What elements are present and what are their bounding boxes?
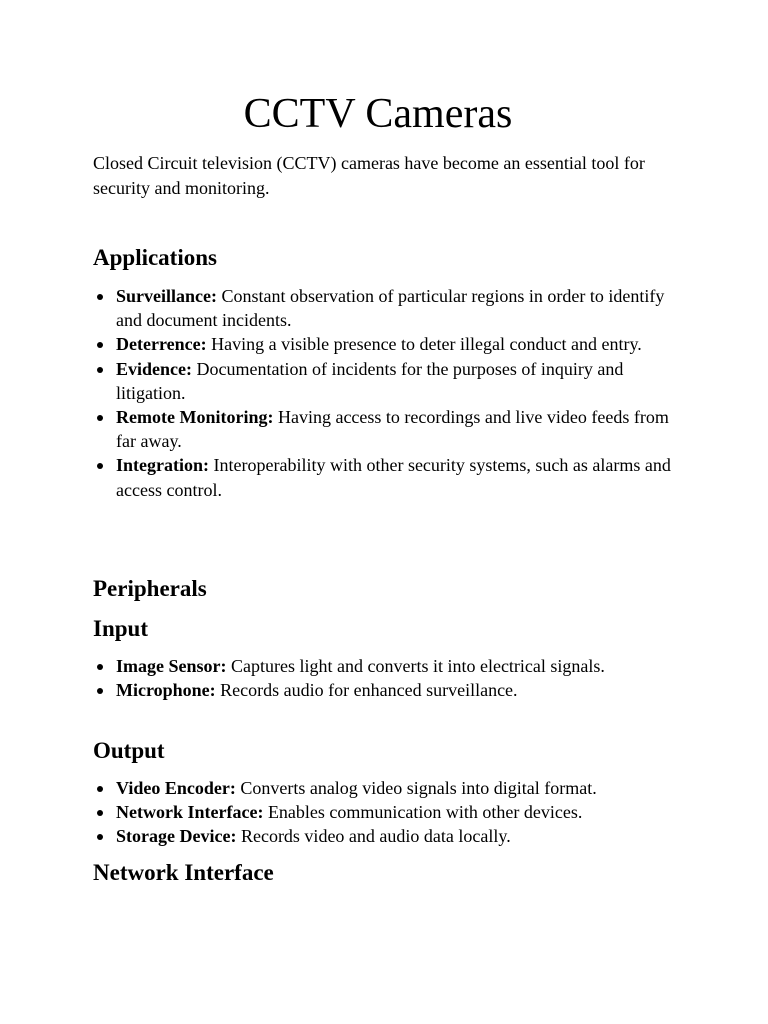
peripherals-heading: Peripherals [93, 576, 207, 601]
list-item [116, 800, 676, 824]
list-item-term: Microphone: [116, 680, 216, 701]
page-title: CCTV Cameras [243, 91, 513, 137]
list-item [116, 453, 676, 501]
list-item-term: Network Interface: [116, 802, 264, 823]
list-item-desc: Constant observation of particular regions in order to identify and document incidents. [116, 286, 665, 331]
output-heading: Output [93, 738, 165, 763]
list-item-desc: Having a visible presence to deter illegal conduct and entry. [206, 334, 642, 355]
list-item-term: Remote Monitoring: [116, 407, 274, 428]
intro-paragraph: Closed Circuit television (CCTV) cameras have become an essential tool for security and monitoring. [93, 153, 645, 198]
list-item [116, 776, 676, 800]
list-item-desc: Captures light and converts it into electrical signals. [226, 656, 605, 676]
list-item-desc: Converts analog video signals into digital format. [235, 778, 597, 798]
list-item [116, 284, 676, 332]
applications-heading: Applications [93, 245, 217, 270]
list-item [116, 678, 676, 702]
list-item-term: Deterrence: [116, 334, 207, 355]
input-list [93, 654, 676, 702]
input-heading: Input [93, 616, 148, 641]
list-item-term: Video Encoder: [116, 778, 236, 798]
list-item-term: Storage Device: [116, 826, 237, 847]
list-item-term: Surveillance: [116, 286, 217, 306]
list-item-desc: Records audio for enhanced surveillance. [215, 680, 518, 701]
list-item [116, 405, 676, 453]
output-list [93, 776, 676, 849]
list-item-desc: Enables communication with other devices. [263, 802, 583, 823]
network-interface-heading: Network Interface [93, 860, 274, 885]
list-item [116, 824, 676, 848]
list-item [116, 654, 676, 678]
list-item-desc: Documentation of incidents for the purposes of inquiry and litigation. [116, 358, 624, 403]
list-item-term: Integration: [116, 455, 209, 476]
list-item-desc: Interoperability with other security systems, such as alarms and access control. [116, 455, 671, 500]
list-item [116, 332, 676, 356]
list-item [116, 357, 676, 405]
list-item-desc: Having access to recordings and live video feeds from far away. [116, 407, 669, 452]
list-item-desc: Records video and audio data locally. [236, 826, 511, 847]
applications-list [93, 284, 676, 502]
list-item-term: Image Sensor: [116, 656, 227, 676]
list-item-term: Evidence: [116, 358, 192, 379]
